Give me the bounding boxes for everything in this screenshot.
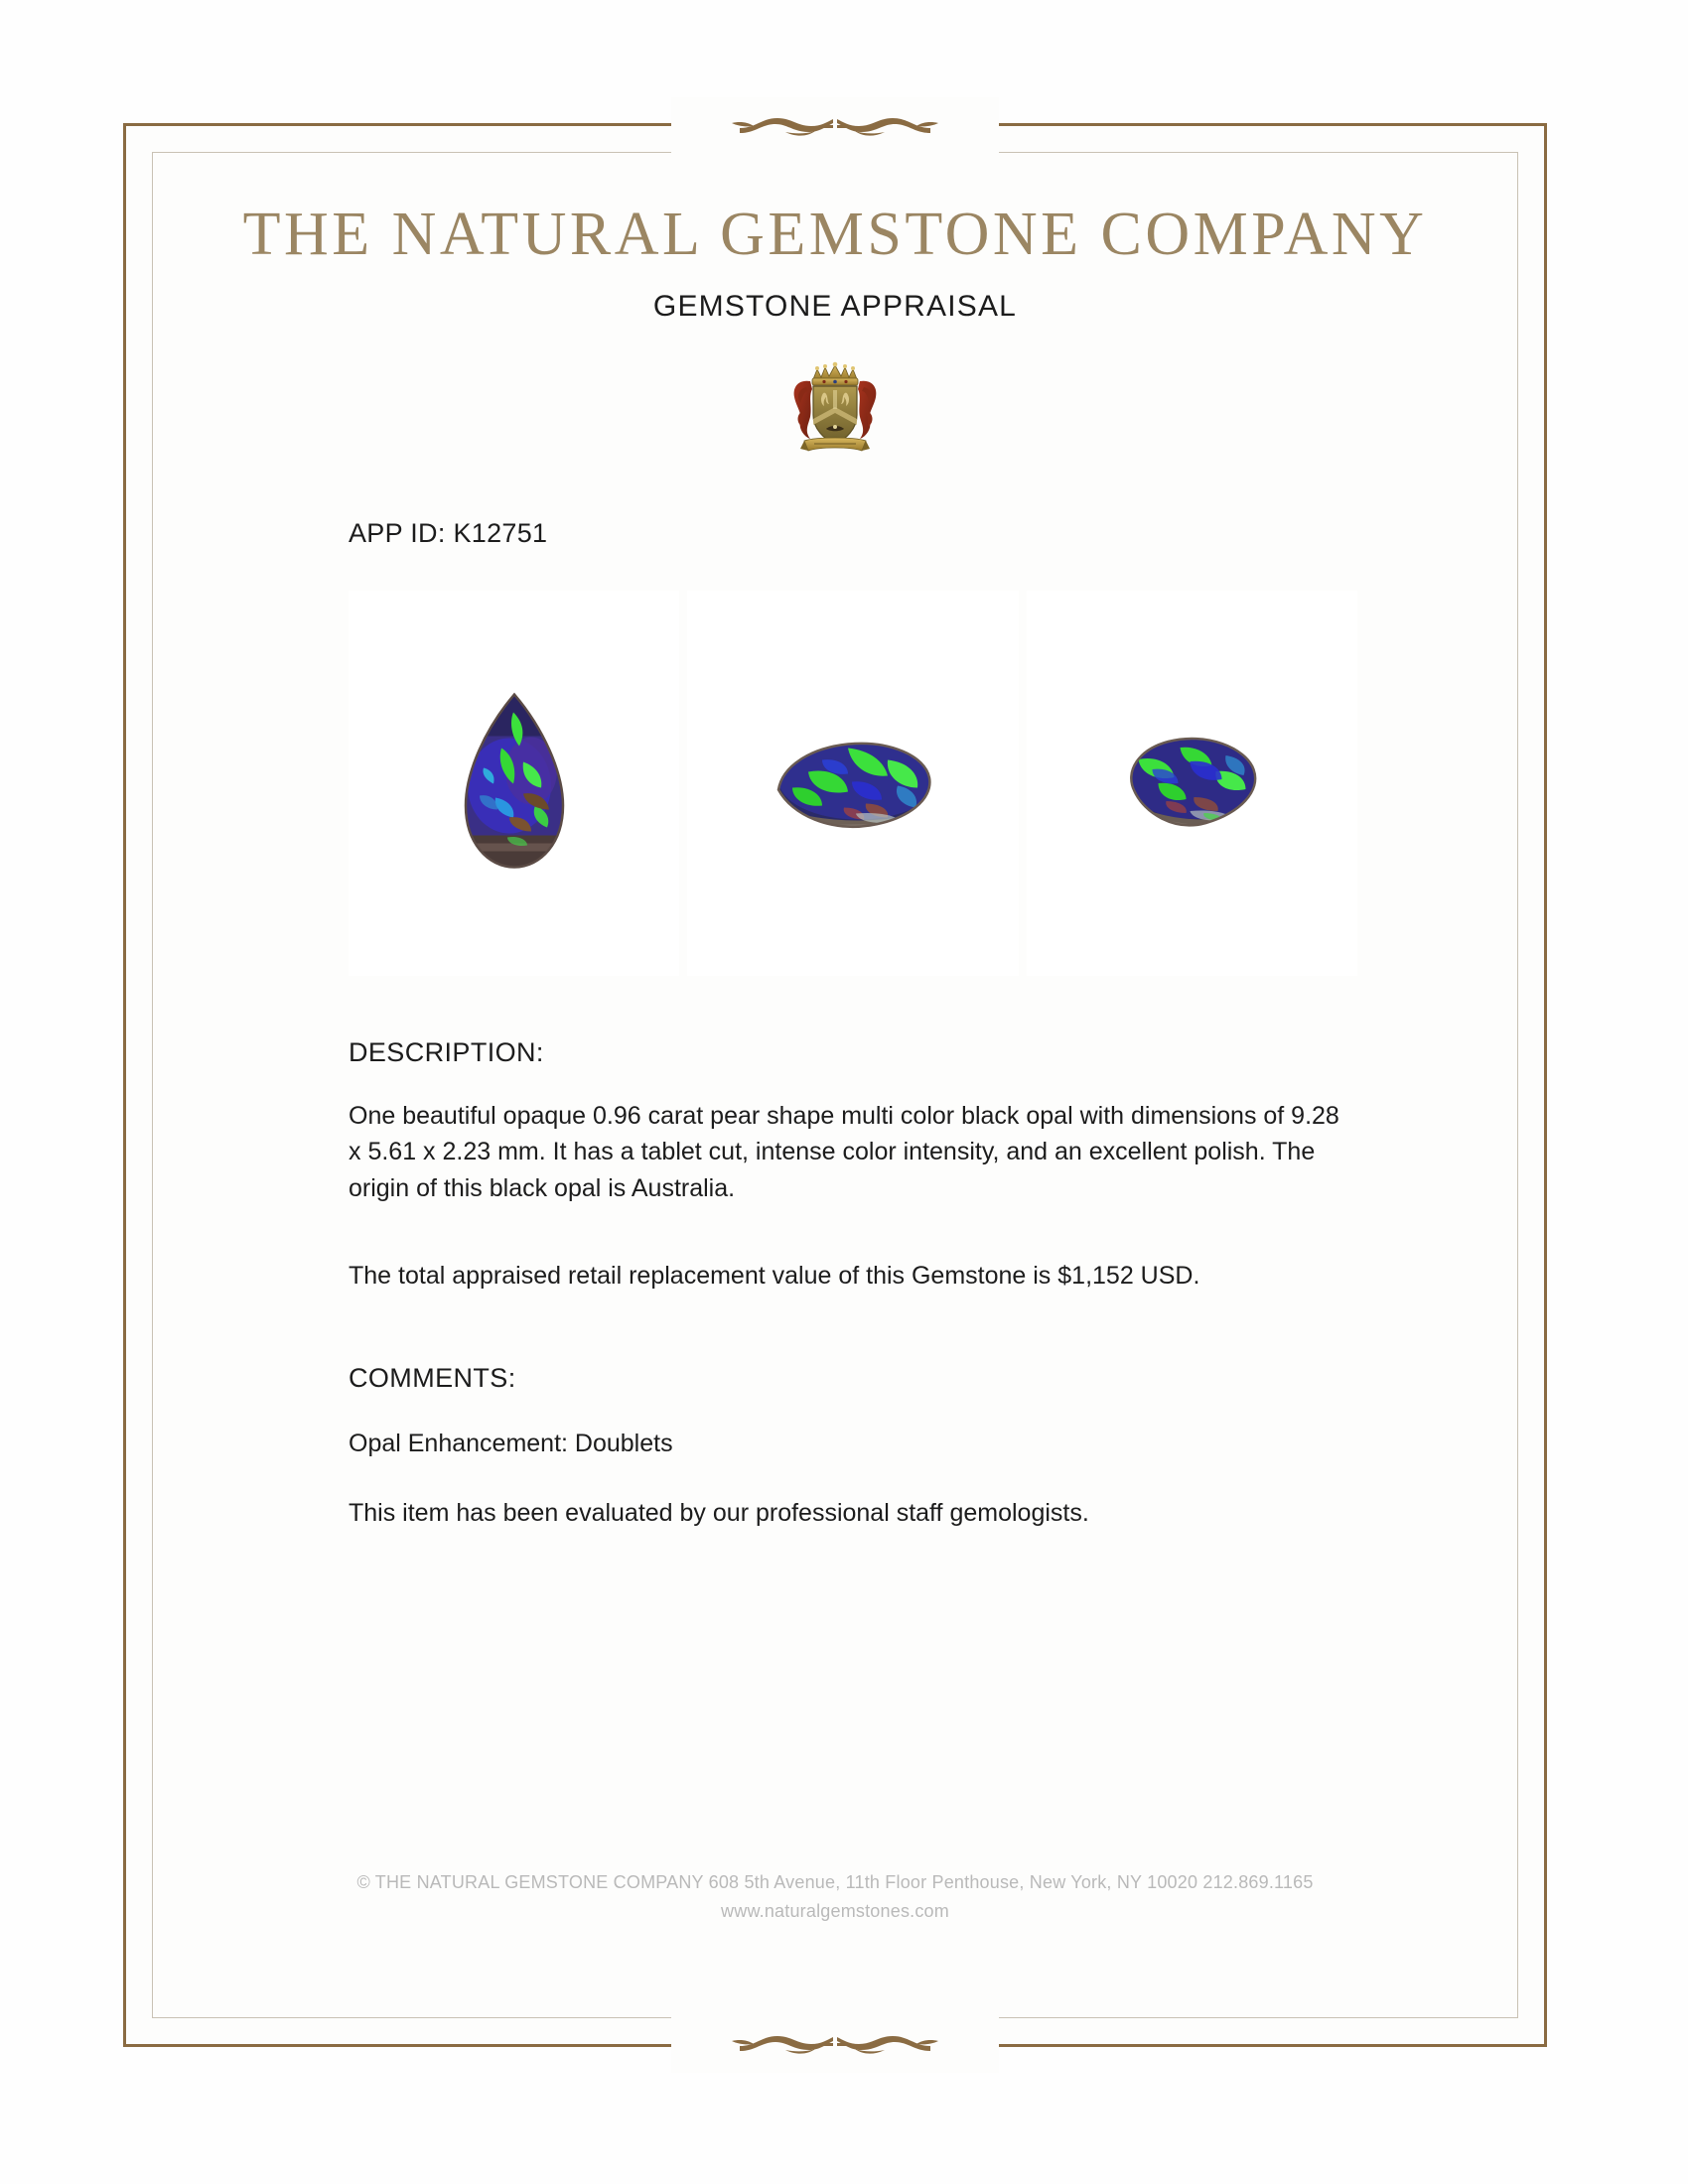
opal-pear-side-image — [1095, 714, 1289, 853]
ornament-top-flourish — [671, 97, 999, 155]
comments-heading: COMMENTS: — [349, 1363, 516, 1393]
page-title: THE NATURAL GEMSTONE COMPANY — [242, 201, 1428, 268]
certificate-outer-frame — [123, 123, 1547, 2047]
comment-evaluation: This item has been evaluated by our professional staff gemologists. — [349, 1499, 1089, 1528]
footer-address: © THE NATURAL GEMSTONE COMPANY 608 5th Avenue, 11th Floor Penthouse, New York, NY 10020 212.869.1165 — [356, 1871, 1314, 1892]
description-heading: DESCRIPTION: — [349, 1037, 544, 1067]
opal-angled-image — [749, 717, 957, 851]
gemstone-photo-side[interactable] — [1027, 591, 1357, 976]
footer — [126, 1868, 1544, 1927]
flourish-icon — [726, 106, 944, 146]
gemstone-photo-angled[interactable] — [687, 591, 1018, 976]
app-id-row — [349, 518, 1449, 549]
heraldic-crest-icon — [780, 357, 890, 461]
gemstone-photo-front[interactable] — [349, 591, 679, 976]
app-id-value: K12751 — [453, 518, 548, 548]
crest-container — [221, 357, 1449, 461]
comment-enhancement: Opal Enhancement: Doublets — [349, 1430, 673, 1457]
flourish-icon — [726, 2024, 944, 2064]
gemstone-image-strip — [349, 591, 1357, 976]
page-subtitle: GEMSTONE APPRAISAL — [652, 290, 1018, 323]
app-id-label: APP ID: — [349, 518, 446, 548]
footer-website[interactable]: www.naturalgemstones.com — [721, 1901, 949, 1922]
description-paragraph: One beautiful opaque 0.96 carat pear shape multi color black opal with dimensions of 9.28 x 5.61 x 2.23 mm. It has a tablet cut, intense color intensity, and an excellent polish. The origin of this black opal is Australia. — [349, 1102, 1339, 1202]
certificate-content — [126, 126, 1544, 2044]
ornament-bottom-flourish — [671, 2015, 999, 2073]
appraised-value-statement: The total appraised retail replacement value of this Gemstone is $1,152 USD. — [349, 1261, 1200, 1290]
opal-pear-front-image — [440, 677, 589, 890]
